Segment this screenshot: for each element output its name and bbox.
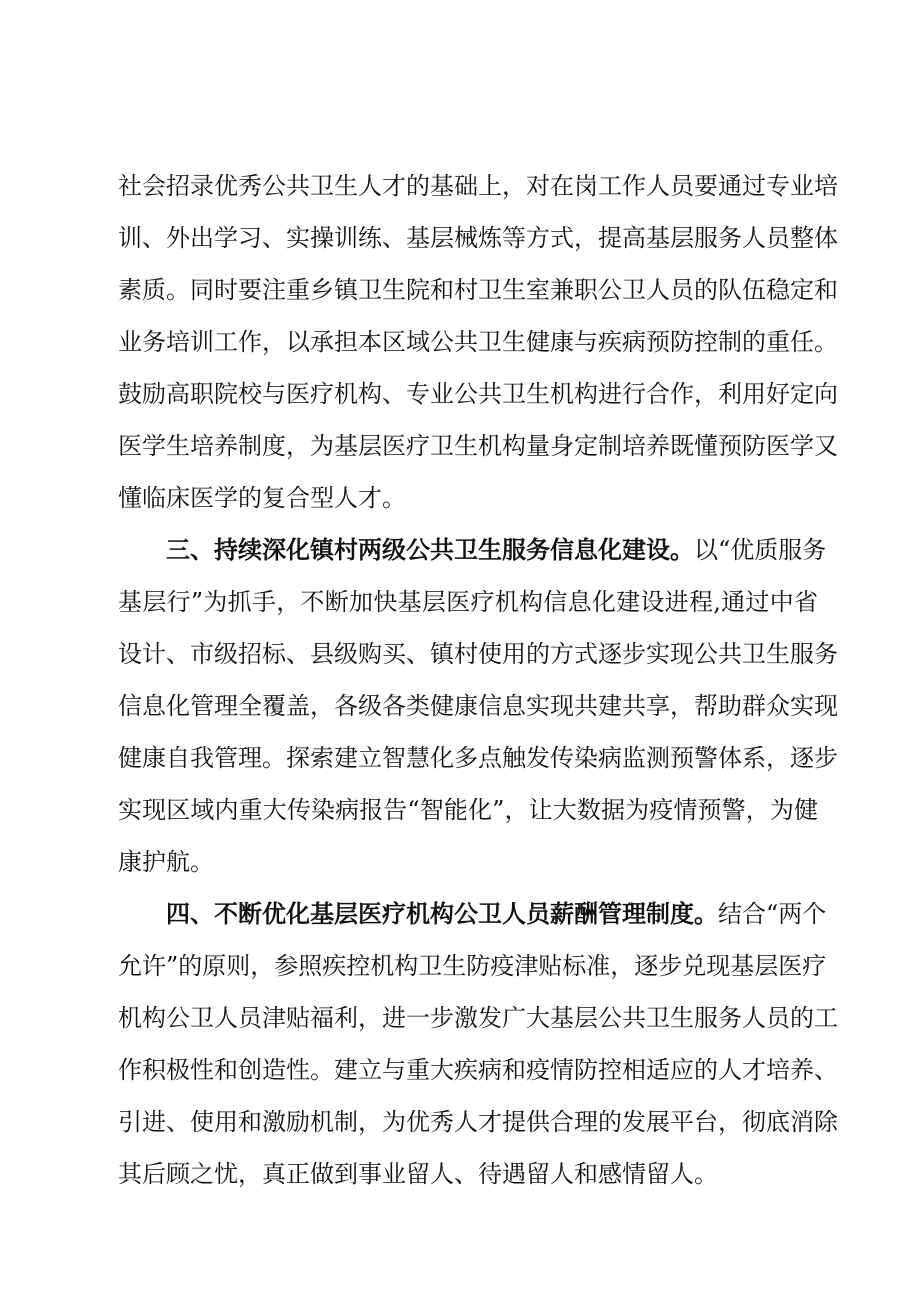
paragraph-2-line-3: 设计、市级招标、县级购买、镇村使用的方式逐步实现公共卫生服务 — [118, 640, 838, 668]
paragraph-3-first-line — [166, 894, 827, 934]
section-heading-4: 四、不断优化基层医疗机构公卫人员薪酬管理制度。 — [166, 900, 718, 928]
paragraph-3-line-5: 引进、使用和激励机制，为优秀人才提供合理的发展平台，彻底消除 — [118, 1108, 838, 1136]
paragraph-2-line-7: 康护航。 — [118, 848, 214, 876]
paragraph-1-line-2: 训、外出学习、实操训练、基层械炼等方式，提高基层服务人员整体 — [118, 224, 838, 252]
paragraph-2-line-4: 信息化管理全覆盖，各级各类健康信息实现共建共享，帮助群众实现 — [118, 692, 838, 720]
paragraph-2-first-line — [166, 530, 827, 570]
paragraph-2-first-line-text: 以“优质服务 — [694, 536, 827, 564]
paragraph-1-line-5: 鼓励高职院校与医疗机构、专业公共卫生机构进行合作，利用好定向 — [118, 380, 838, 408]
paragraph-2-line-6: 实现区域内重大传染病报告“智能化”，让大数据为疫情预警，为健 — [118, 796, 818, 824]
paragraph-3-first-line-text: 结合“两个 — [718, 900, 827, 928]
paragraph-2-line-2: 基层行”为抓手，不断加快基层医疗机构信息化建设进程,通过中省 — [118, 588, 818, 616]
paragraph-3-line-4: 作积极性和创造性。建立与重大疾病和疫情防控相适应的人才培养、 — [118, 1056, 838, 1084]
paragraph-1-line-4: 业务培训工作，以承担本区域公共卫生健康与疾病预防控制的重任。 — [118, 328, 838, 356]
paragraph-1-line-7: 懂临床医学的复合型人才。 — [118, 484, 406, 512]
paragraph-2-line-5: 健康自我管理。探索建立智慧化多点触发传染病监测预警体系，逐步 — [118, 744, 838, 772]
paragraph-1-line-1: 社会招录优秀公共卫生人才的基础上，对在岗工作人员要通过专业培 — [118, 172, 838, 200]
paragraph-1-line-6: 医学生培养制度，为基层医疗卫生机构量身定制培养既懂预防医学又 — [118, 432, 838, 460]
paragraph-3-line-3: 机构公卫人员津贴福利，进一步激发广大基层公共卫生服务人员的工 — [118, 1004, 838, 1032]
section-heading-3: 三、持续深化镇村两级公共卫生服务信息化建设。 — [166, 536, 694, 564]
paragraph-1-line-3: 素质。同时要注重乡镇卫生院和村卫生室兼职公卫人员的队伍稳定和 — [118, 276, 838, 304]
paragraph-3-line-6: 其后顾之忧，真正做到事业留人、待遇留人和感情留人。 — [118, 1160, 718, 1188]
paragraph-3-line-2: 允许”的原则，参照疾控机构卫生防疫津贴标准，逐步兑现基层医疗 — [118, 952, 827, 980]
